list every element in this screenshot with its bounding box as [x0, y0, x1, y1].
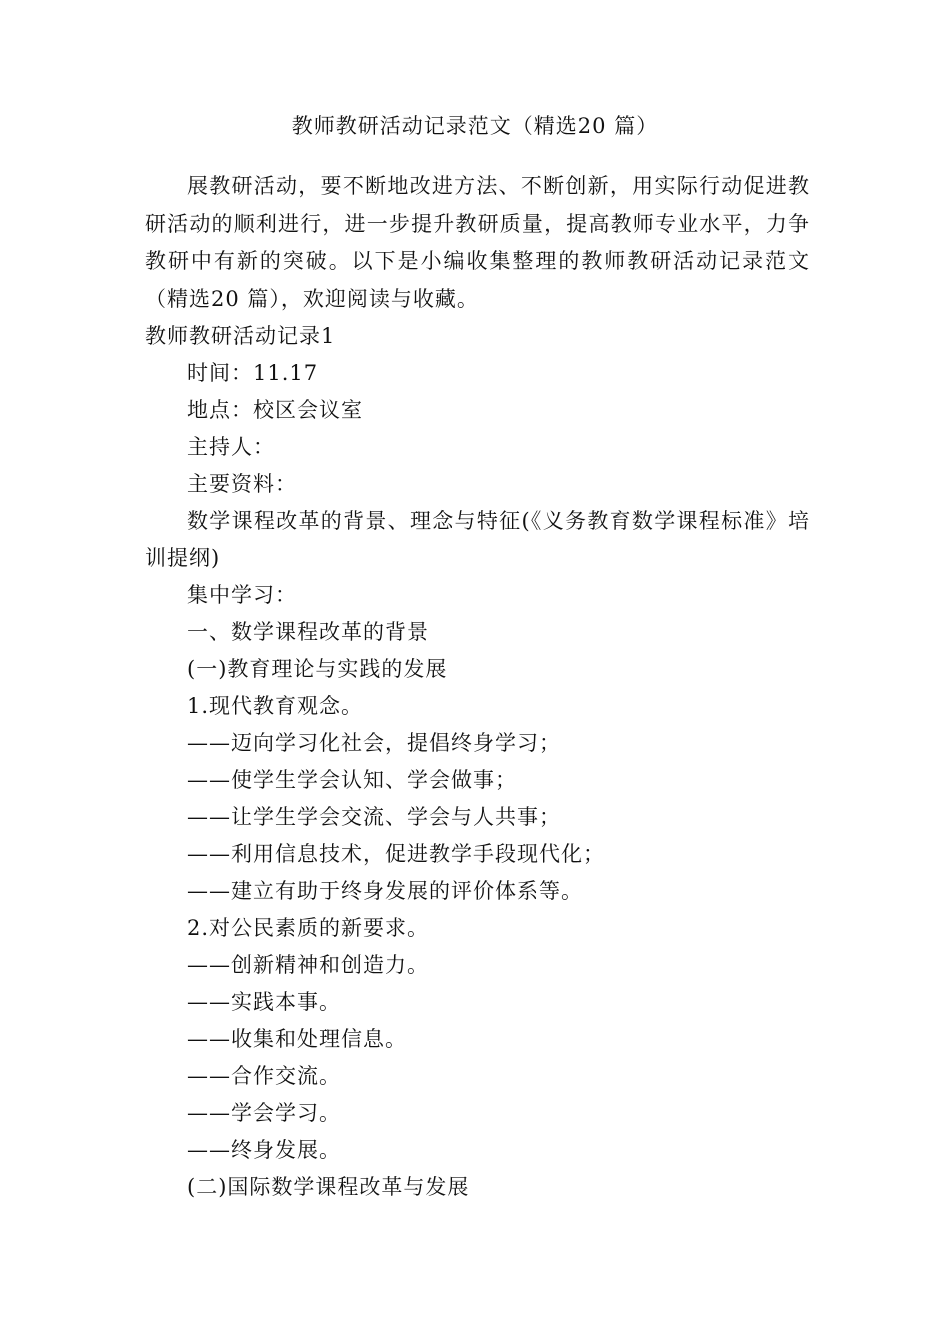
time-line: 时间：11.17 [187, 361, 319, 385]
point-2-title: 2.对公民素质的新要求。 [187, 916, 430, 940]
point-1-item: ——建立有助于终身发展的评价体系等。 [187, 879, 583, 903]
document-title: 教师教研活动记录范文（精选20 篇） [291, 114, 659, 138]
main-content-paragraph: 数学课程改革的背景、理念与特征(《义务教育数学课程标准》培训提纲) [145, 509, 810, 570]
point-1-title: 1.现代教育观念。 [187, 694, 364, 718]
place-line: 地点：校区会议室 [187, 398, 363, 422]
intro-paragraph: 展教研活动，要不断地改进方法、不断创新，用实际行动促进教研活动的顺利进行，进一步提升教研质量，提高教师专业水平，力争教研中有新的突破。以下是小编收集整理的教师教研活动记录范文（精选20 篇），欢迎阅读与收藏。 [145, 174, 810, 311]
subsection-1-title: (一)教育理论与实践的发展 [187, 657, 448, 681]
record-body [145, 318, 810, 1206]
subsection-2-title: (二)国际数学课程改革与发展 [187, 1175, 470, 1199]
point-2-item: ——收集和处理信息。 [187, 1027, 407, 1051]
point-1-item: ——迈向学习化社会，提倡终身学习； [187, 731, 561, 755]
point-1-item: ——使学生学会认知、学会做事； [187, 768, 517, 792]
point-1-item: ——利用信息技术，促进教学手段现代化； [187, 842, 605, 866]
point-2-item: ——学会学习。 [187, 1101, 341, 1125]
main-content-label: 主要资料： [187, 472, 297, 496]
point-2-item: ——合作交流。 [187, 1064, 341, 1088]
point-2-item: ——创新精神和创造力。 [187, 953, 429, 977]
point-1-item: ——让学生学会交流、学会与人共事； [187, 805, 561, 829]
host-line: 主持人： [187, 435, 275, 459]
point-2-item: ——实践本事。 [187, 990, 341, 1014]
record-heading: 教师教研活动记录1 [145, 324, 336, 348]
point-2-item: ——终身发展。 [187, 1138, 341, 1162]
study-label: 集中学习： [187, 583, 297, 607]
section-1-title: 一、数学课程改革的背景 [187, 620, 429, 644]
